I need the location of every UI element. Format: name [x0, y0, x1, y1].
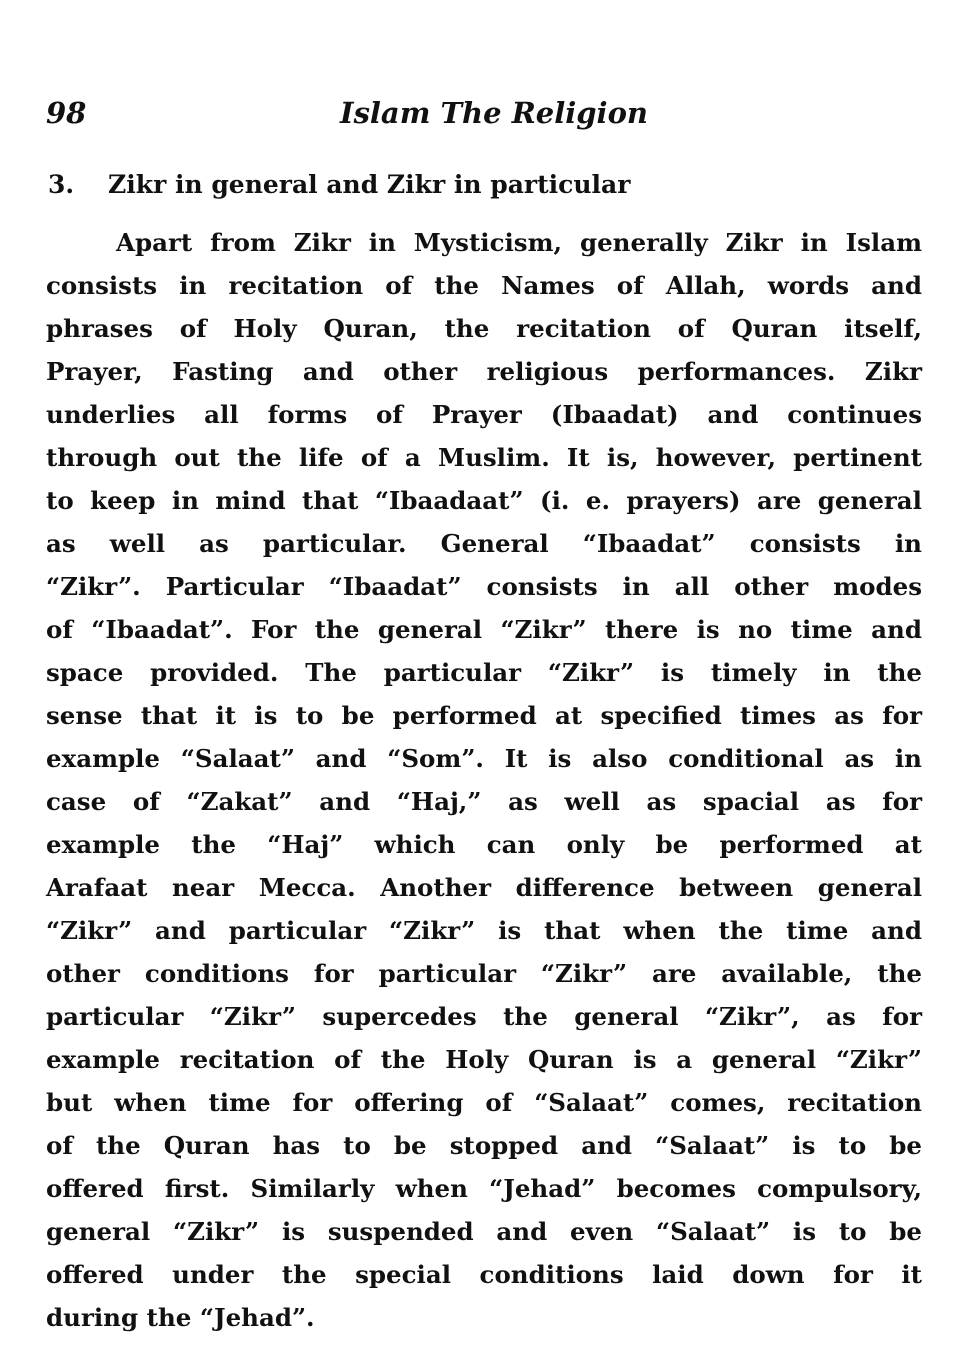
text-line: case of “Zakat” and “Haj,” as well as spacial as for	[46, 787, 922, 816]
text-line: consists in recitation of the Names of Allah, words and	[46, 271, 922, 300]
page-header	[46, 96, 922, 140]
text-line: of the Quran has to be stopped and “Salaat” is to be	[46, 1131, 922, 1160]
text-line: general “Zikr” is suspended and even “Salaat” is to be	[46, 1217, 922, 1246]
text-line: through out the life of a Muslim. It is, however, pertinent	[46, 443, 922, 472]
text-line: “Zikr” and particular “Zikr” is that when the time and	[46, 916, 922, 945]
text-line: space provided. The particular “Zikr” is timely in the	[46, 658, 922, 687]
text-line: Arafaat near Mecca. Another difference between general	[46, 873, 922, 902]
text-line: offered first. Similarly when “Jehad” becomes compulsory,	[46, 1174, 922, 1203]
text-line: particular “Zikr” supercedes the general “Zikr”, as for	[46, 1002, 922, 1031]
text-line: as well as particular. General “Ibaadat” consists in	[46, 529, 922, 558]
text-line: to keep in mind that “Ibaadaat” (i. e. prayers) are general	[46, 486, 922, 515]
text-line: but when time for offering of “Salaat” comes, recitation	[46, 1088, 922, 1117]
section-number: 3.	[48, 170, 75, 199]
text-line: of “Ibaadat”. For the general “Zikr” there is no time and	[46, 615, 922, 644]
text-line: phrases of Holy Quran, the recitation of Quran itself,	[46, 314, 922, 343]
text-line: example recitation of the Holy Quran is a general “Zikr”	[46, 1045, 922, 1074]
text-line: during the “Jehad”.	[46, 1303, 315, 1332]
text-line: underlies all forms of Prayer (Ibaadat) and continues	[46, 400, 922, 429]
running-title: Islam The Religion	[340, 96, 648, 130]
text-line: Prayer, Fasting and other religious performances. Zikr	[46, 357, 922, 386]
text-line: offered under the special conditions laid down for it	[46, 1260, 922, 1289]
page-number: 98	[46, 96, 87, 130]
text-line: example the “Haj” which can only be performed at	[46, 830, 922, 859]
text-line: example “Salaat” and “Som”. It is also conditional as in	[46, 744, 922, 773]
body-paragraph	[46, 221, 922, 1339]
text-line: Apart from Zikr in Mysticism, generally Zikr in Islam	[116, 228, 922, 257]
section-heading	[48, 170, 630, 199]
text-line: “Zikr”. Particular “Ibaadat” consists in all other modes	[46, 572, 922, 601]
text-line: other conditions for particular “Zikr” are available, the	[46, 959, 922, 988]
text-line: sense that it is to be performed at specified times as for	[46, 701, 922, 730]
section-title: Zikr in general and Zikr in particular	[108, 170, 631, 199]
